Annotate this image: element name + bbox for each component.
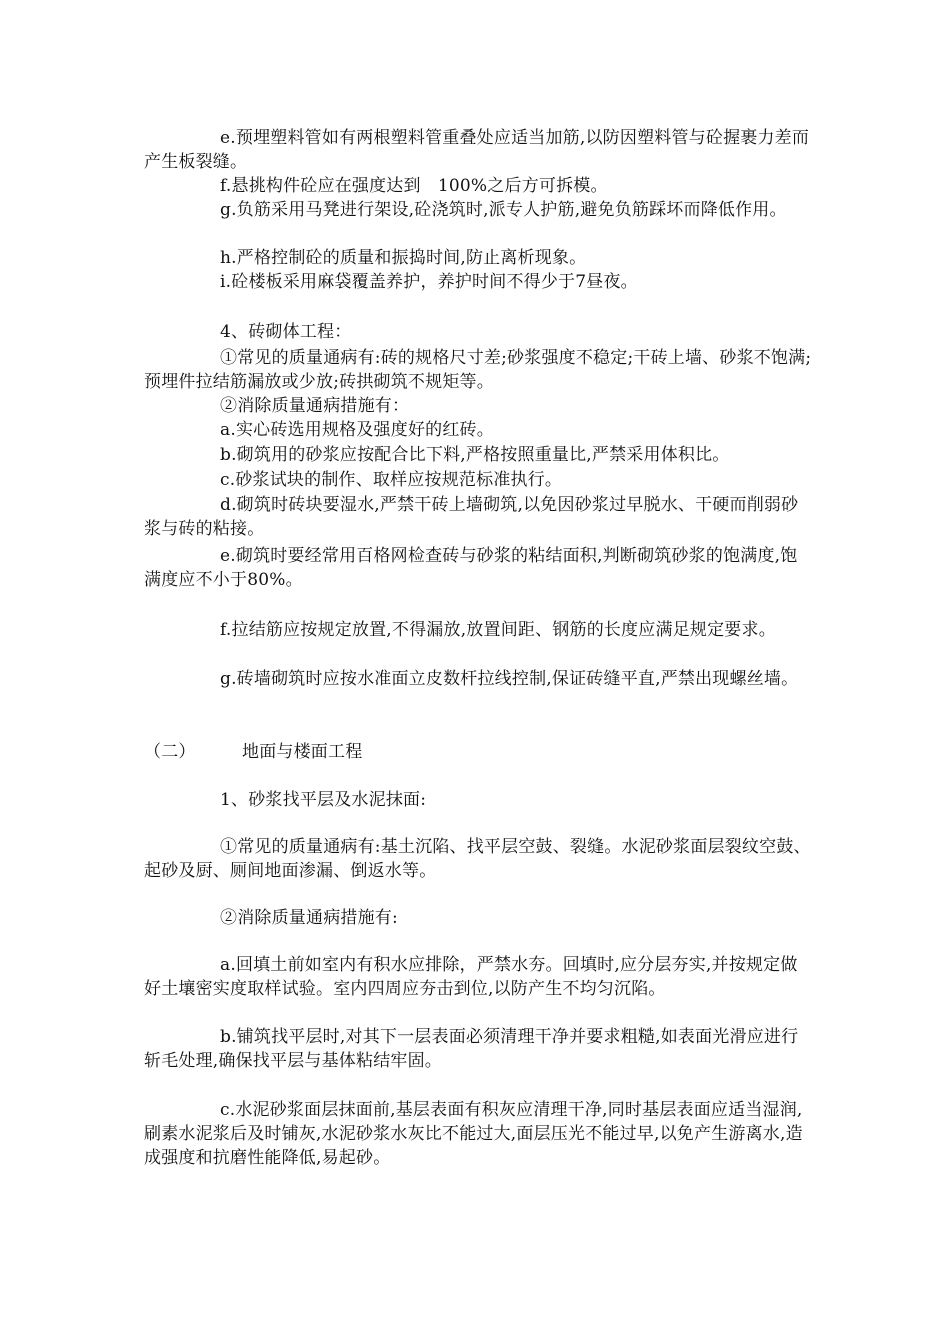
paragraph-f-tie-bars: f.拉结筋应按规定放置,不得漏放,放置间距、钢筋的长度应满足规定要求。 [220,620,776,640]
paragraph-b-mortar-ratio: b.砌筑用的砂浆应按配合比下料,严格按照重量比,严禁采用体积比。 [220,445,730,465]
paragraph-i-curing: i.砼楼板采用麻袋覆盖养护，养护时间不得少于7昼夜。 [220,272,638,292]
paragraph-d-wet-brick: d.砌筑时砖块要湿水,严禁干砖上墙砌筑,以免因砂浆过早脱水、干硬而削弱砂浆与砖的粘接。 [144,495,799,539]
paragraph-measures-heading: ②消除质量通病措施有： [220,396,410,416]
paragraph-g-negative-rebar: g.负筋采用马凳进行架设,砼浇筑时,派专人护筋,避免负筋踩坏而降低作用。 [220,200,787,220]
paragraph-c-test-block: c.砂浆试块的制作、取样应按规范标准执行。 [220,470,563,490]
section-heading [144,740,812,764]
heading-mortar-leveling: 1、砂浆找平层及水泥抹面: [220,790,427,810]
section-heading-number: （二） [144,742,196,762]
paragraph-a-backfill: a.回填土前如室内有积水应排除，严禁水夯。回填时,应分层夯实,并按规定做好土壤密实度取样试验。室内四周应夯击到位,以防产生不均匀沉陷。 [144,955,798,999]
paragraph-f-cantilever: f.悬挑构件砼应在强度达到 100%之后方可拆模。 [220,176,608,196]
paragraph-common-defects: ①常见的质量通病有:砖的规格尺寸差;砂浆强度不稳定;干砖上墙、砂浆不饱满;预埋件拉结筋漏放或少放;砖拱砌筑不规矩等。 [144,348,812,392]
section-heading-title: 地面与楼面工程 [242,742,363,762]
paragraph-e-plastic-pipe: e.预埋塑料管如有两根塑料管重叠处应适当加筋,以防因塑料管与砼握裹力差而产生板裂缝。 [144,128,810,172]
paragraph-g-level-control: g.砖墙砌筑时应按水准面立皮数杆拉线控制,保证砖缝平直,严禁出现螺丝墙。 [220,669,799,689]
paragraph-a-solid-brick: a.实心砖选用规格及强度好的红砖。 [220,420,494,440]
heading-brick-masonry: 4、砖砌体工程： [220,322,352,342]
paragraph-floor-defects: ①常见的质量通病有:基土沉陷、找平层空鼓、裂缝。水泥砂浆面层裂纹空鼓、起砂及厨、厕间地面渗漏、倒返水等。 [144,837,811,881]
paragraph-c-cement-surface: c.水泥砂浆面层抹面前,基层表面有积灰应清理干净,同时基层表面应适当湿润,刷素水泥浆后及时铺灰,水泥砂浆水灰比不能过大,面层压光不能过早,以免产生游离水,造成强度和抗磨性能降低,易起砂。 [144,1100,803,1168]
paragraph-h-concrete-quality: h.严格控制砼的质量和振捣时间,防止离析现象。 [220,248,587,268]
paragraph-e-grid-check: e.砌筑时要经常用百格网检查砖与砂浆的粘结面积,判断砌筑砂浆的饱满度,饱满度应不小于80%。 [144,546,798,590]
paragraph-b-leveling-layer: b.铺筑找平层时,对其下一层表面必须清理干净并要求粗糙,如表面光滑应进行斩毛处理,确保找平层与基体粘结牢固。 [144,1027,799,1071]
paragraph-floor-measures-heading: ②消除质量通病措施有: [220,908,398,928]
